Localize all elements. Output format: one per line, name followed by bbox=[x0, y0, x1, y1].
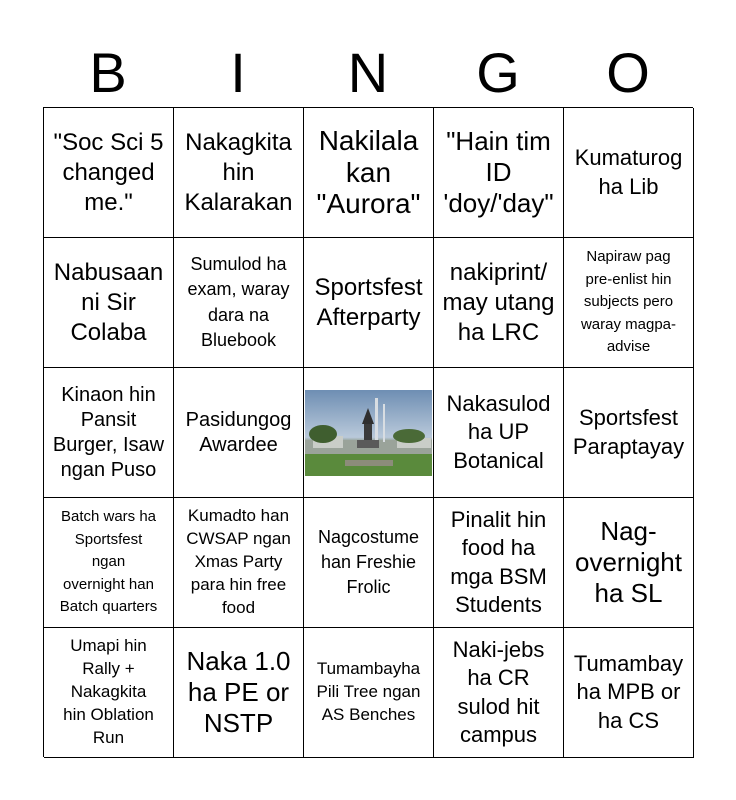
bingo-cell[interactable] bbox=[174, 628, 304, 758]
bingo-cell[interactable] bbox=[304, 628, 434, 758]
bingo-cell[interactable] bbox=[44, 238, 174, 368]
header-letter-o: O bbox=[606, 41, 650, 104]
bingo-cell[interactable] bbox=[304, 108, 434, 238]
bingo-cell[interactable] bbox=[304, 238, 434, 368]
cell-label: Pinalit hin food ha mga BSM Students bbox=[450, 507, 547, 617]
bingo-cell[interactable] bbox=[564, 368, 694, 498]
bingo-cell[interactable] bbox=[564, 108, 694, 238]
bingo-cell[interactable] bbox=[44, 368, 174, 498]
bingo-grid bbox=[43, 107, 693, 757]
bingo-cell[interactable] bbox=[304, 498, 434, 628]
cell-label: Sportsfest Paraptayay bbox=[572, 405, 685, 459]
bingo-cell[interactable] bbox=[434, 238, 564, 368]
cell-label: Kumadto han CWSAP ngan Xmas Party para hin free food bbox=[186, 506, 291, 617]
cell-label: Tumambay ha MPB or ha CS bbox=[573, 651, 684, 733]
header-letter-n: N bbox=[347, 41, 389, 104]
header-letter-i: I bbox=[230, 41, 246, 104]
cell-label: Nakilala kan "Aurora" bbox=[316, 124, 421, 220]
cell-label: Nagcostume han Freshie Frolic bbox=[317, 526, 420, 598]
cell-label: Nakagkita hin Kalarakan bbox=[184, 128, 293, 216]
cell-label: Pasidungog Awardee bbox=[185, 408, 292, 456]
cell-label: Naka 1.0 ha PE or NSTP bbox=[186, 646, 291, 738]
cell-label: Batch wars ha Sportsfest ngan overnight han Batch quarters bbox=[59, 508, 158, 616]
bingo-cell[interactable] bbox=[44, 108, 174, 238]
cell-label: Kinaon hin Pansit Burger, Isaw ngan Puso bbox=[52, 383, 165, 481]
bingo-cell[interactable] bbox=[174, 108, 304, 238]
cell-label: "Hain tim ID 'doy/'day" bbox=[443, 126, 554, 218]
header-letter-b: B bbox=[89, 41, 127, 104]
cell-label: Naki-jebs ha CR sulod hit campus bbox=[452, 637, 545, 747]
bingo-header bbox=[43, 42, 693, 104]
cell-label: "Soc Sci 5 changed me." bbox=[53, 128, 164, 216]
bingo-cell[interactable] bbox=[44, 498, 174, 628]
bingo-cell[interactable] bbox=[434, 498, 564, 628]
cell-label: Napiraw pag pre-enlist hin subjects pero waray magpa- advise bbox=[580, 248, 677, 356]
bingo-cell[interactable] bbox=[434, 628, 564, 758]
bingo-cell[interactable] bbox=[174, 498, 304, 628]
cell-label: Sportsfest Afterparty bbox=[314, 273, 423, 331]
bingo-cell[interactable] bbox=[564, 628, 694, 758]
cell-label: Nabusaan ni Sir Colaba bbox=[53, 258, 164, 346]
bingo-cell[interactable] bbox=[174, 238, 304, 368]
bingo-cell[interactable] bbox=[44, 628, 174, 758]
cell-label: Tumambayha Pili Tree ngan AS Benches bbox=[316, 659, 421, 724]
monument-image bbox=[305, 390, 432, 476]
bingo-cell[interactable] bbox=[564, 498, 694, 628]
free-space-cell[interactable] bbox=[304, 368, 434, 498]
campus-monument-photo bbox=[305, 390, 432, 476]
cell-label: Sumulod ha exam, waray dara na Bluebook bbox=[187, 254, 290, 350]
header-letter-g: G bbox=[476, 41, 520, 104]
bingo-cell[interactable] bbox=[434, 368, 564, 498]
cell-label: nakiprint/ may utang ha LRC bbox=[442, 258, 555, 346]
cell-label: Kumaturog ha Lib bbox=[574, 145, 683, 199]
cell-label: Umapi hin Rally + Nakagkita hin Oblation Run bbox=[63, 636, 154, 747]
cell-label: Nag- overnight ha SL bbox=[575, 516, 682, 608]
cell-label: Nakasulod ha UP Botanical bbox=[446, 391, 551, 473]
bingo-cell[interactable] bbox=[434, 108, 564, 238]
bingo-cell[interactable] bbox=[174, 368, 304, 498]
bingo-cell[interactable] bbox=[564, 238, 694, 368]
